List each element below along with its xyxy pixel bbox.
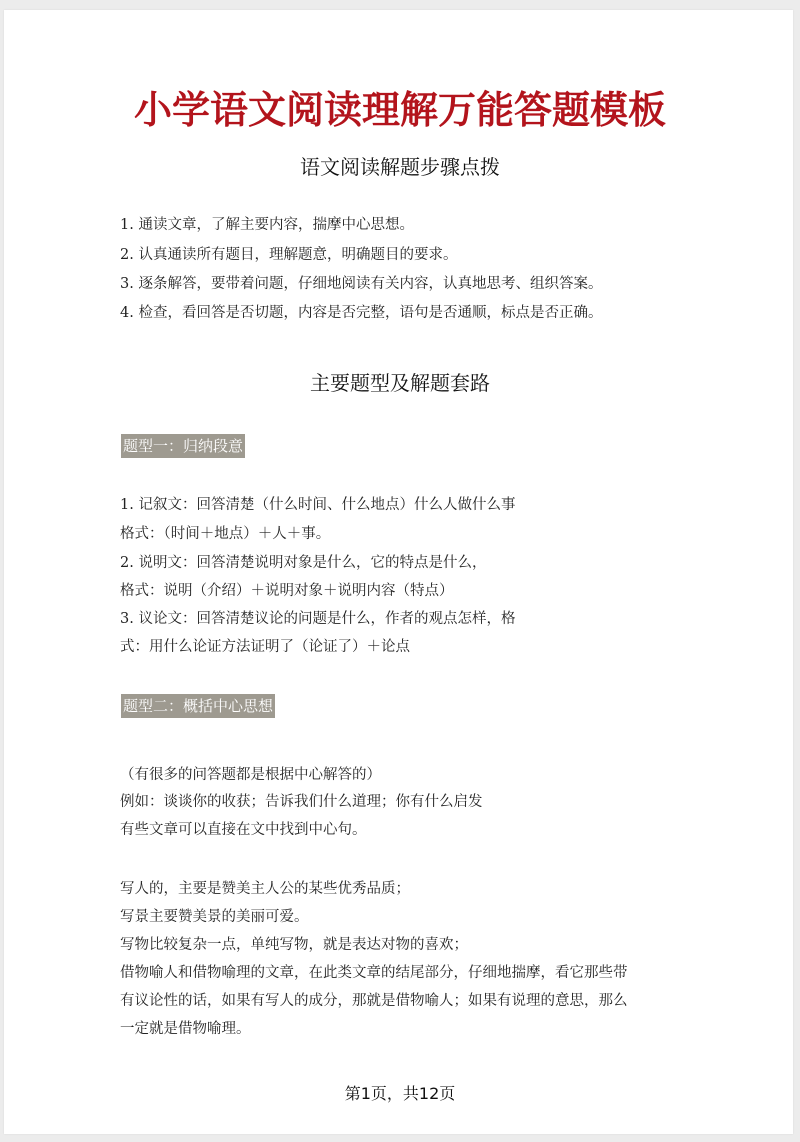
question-type-2-label: 题型二：概括中心思想	[121, 694, 275, 718]
type2-detail-line: 借物喻人和借物喻理的文章，在此类文章的结尾部分，仔细地揣摩，看它那些带	[120, 965, 628, 981]
step-item: 2. 认真通读所有题目，理解题意，明确题目的要求。	[120, 247, 458, 263]
section-heading-question-types: 主要题型及解题套路	[310, 371, 490, 395]
type1-line: 2. 说明文：回答清楚说明对象是什么，它的特点是什么，	[120, 555, 487, 571]
type2-detail-line: 写景主要赞美景的美丽可爱。	[120, 909, 309, 925]
type2-detail-line: 写物比较复杂一点，单纯写物，就是表达对物的喜欢；	[120, 937, 468, 953]
type1-line: 格式：说明（介绍）＋说明对象＋说明内容（特点）	[120, 583, 454, 599]
type1-line: 格式：（时间＋地点）＋人＋事。	[120, 526, 331, 542]
document-title: 小学语文阅读理解万能答题模板	[133, 88, 666, 132]
type2-detail-line: 写人的，主要是赞美主人公的某些优秀品质；	[120, 881, 410, 897]
question-type-1-label: 题型一：归纳段意	[121, 434, 245, 458]
type2-detail-line: 有议论性的话，如果有写人的成分，那就是借物喻人；如果有说理的意思，那么	[120, 993, 628, 1009]
type2-intro-line: 例如：谈谈你的收获；告诉我们什么道理；你有什么启发	[120, 794, 483, 810]
type2-intro-line: 有些文章可以直接在文中找到中心句。	[120, 822, 367, 838]
type1-line: 式：用什么论证方法证明了（论证了）＋论点	[120, 639, 410, 655]
type1-line: 3. 议论文：回答清楚议论的问题是什么，作者的观点怎样，格	[120, 611, 516, 627]
step-item: 4. 检查，看回答是否切题，内容是否完整，语句是否通顺，标点是否正确。	[120, 305, 603, 321]
type2-detail-line: 一定就是借物喻理。	[120, 1021, 251, 1037]
section-heading-steps: 语文阅读解题步骤点拨	[300, 155, 500, 179]
type2-intro-line: （有很多的问答题都是根据中心解答的）	[120, 767, 381, 783]
page-indicator: 第1页，共12页	[344, 1084, 456, 1103]
step-item: 1. 通读文章，了解主要内容，揣摩中心思想。	[120, 217, 414, 233]
type1-line: 1. 记叙文：回答清楚（什么时间、什么地点）什么人做什么事	[120, 497, 516, 513]
step-item: 3. 逐条解答，要带着问题，仔细地阅读有关内容，认真地思考、组织答案。	[120, 276, 603, 292]
